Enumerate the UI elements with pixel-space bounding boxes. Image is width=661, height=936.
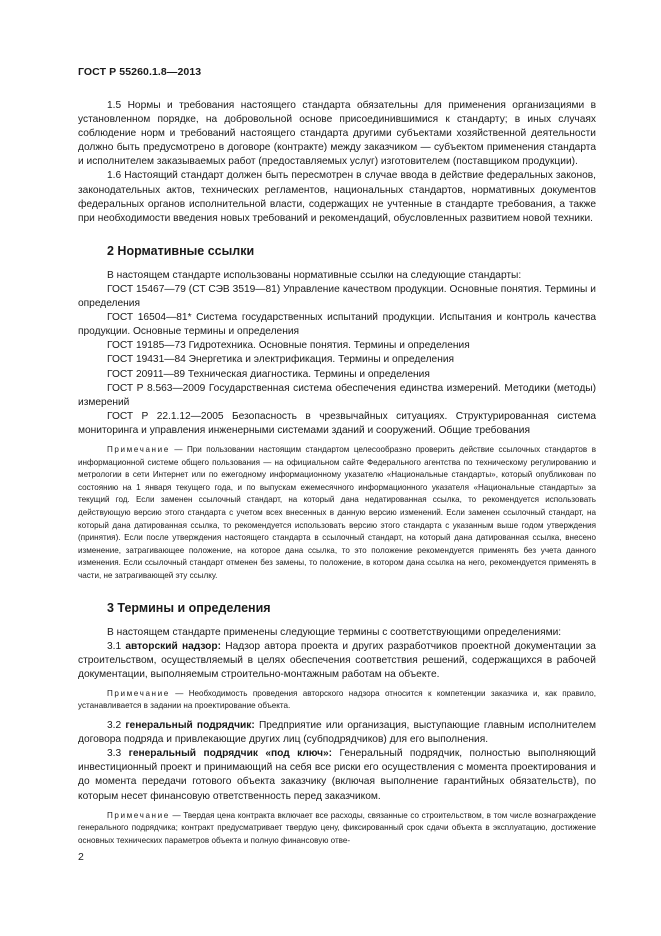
document-header: ГОСТ Р 55260.1.8—2013 [78,66,202,78]
term-3-3-note [78,810,596,848]
section-3-intro: В настоящем стандарте применены следующие термины с соответствующими определениями: [107,626,562,638]
term-name: генеральный подрядчик «под ключ»: [128,748,333,760]
section-2-heading: 2 Нормативные ссылки [107,243,255,258]
reference-item: ГОСТ Р 8.563—2009 Государственная система обеспечения единства измерений. Методики (методы) измерений [78,382,596,408]
section-3-heading: 3 Термины и определения [107,600,271,615]
term-3-1 [78,640,596,682]
reference-item: ГОСТ Р 22.1.12—2005 Безопасность в чрезвычайных ситуациях. Структурированная система мониторинга и управления инженерными системами зданий и сооружений. Общие требования [78,410,596,436]
term-name: авторский надзор: [125,640,222,652]
note-text: — При пользовании настоящим стандартом целесообразно проверить действие ссылочных стандартов в информационной системе общего пользования — на официальном сайте Федерального агентства по техническому регулированию и метрологии в сети Интернет или по ежегодному информационному указателю «Национальные стандарты», который опубликован по состоянию на 1 января текущего года, и по выпускам ежемесячного информационного указателя «Национальные стандарты» за текущий год. Если заменен ссылочный стандарт, на который дана недатированная ссылка, то рекомендуется использовать действующую версию этого стандарта с учетом всех внесенных в данную версию изменений. Если заменен ссылочный стандарт, на который дана датированная ссылка, то рекомендуется использовать версию этого стандарта с указанным выше годом утверждения (принятия). Если после утверждения настоящего стандарта в ссылочный стандарт, на который дана датированная ссылка, внесено изменение, затрагивающее положение, на которое дана ссылка, то это положение рекомендуется применять без учета данного изменения. Если ссылочный стандарт отменен без замены, то положение, в котором дана ссылка на него, рекомендуется применять в части, не затрагивающей эту ссылку. [78,444,596,580]
reference-item: ГОСТ 16504—81* Система государственных испытаний продукции. Испытания и контроль качества продукции. Основные термины и определения [78,312,596,338]
term-number: 3.3 [107,748,122,760]
note-text: — Необходимость проведения авторского надзора относится к компетенции заказчика и, как правило, устанавливается в задании на проектирование объекта. [78,688,596,711]
term-definition: Надзор автора проекта и других разработчиков проектной документации за строительством, осуществляемый в целях обеспечения соответствия решений, содержащихся в рабочей документации, выполняемым строительно-монтажным работам на объекте. [78,640,596,680]
page-number: 2 [78,851,84,863]
reference-item: ГОСТ 19431—84 Энергетика и электрификация. Термины и определения [107,354,455,366]
note-label: Примечание [107,810,170,820]
note-text: — Твердая цена контракта включает все расходы, связанные со строительством, в том числе вознаграждение генерального подрядчика; контракт предусматривает твердую цену, фиксированный срок сдачи объекта в эксплуатацию, достижение основных технических параметров объекта и полную финансовую отве- [78,810,596,845]
note-label: Примечание [107,444,170,454]
section-2-intro: В настоящем стандарте использованы нормативные ссылки на следующие стандарты: [107,269,522,281]
term-definition: Генеральный подрядчик, полностью выполняющий инвестиционный проект и принимающий на себя все риски его осуществления с момента проектирования и до момента передачи готового объекта заказчику (включая выполнение гарантийных обязательств), по которым несет финансовую ответственность перед заказчиком. [78,748,596,802]
term-3-1-note [78,688,596,713]
term-number: 3.1 [107,640,122,652]
term-3-2 [78,719,596,747]
section-2-note [78,444,596,583]
term-name: генеральный подрядчик: [125,720,255,732]
term-3-3 [78,747,596,803]
reference-item: ГОСТ 15467—79 (СТ СЭВ 3519—81) Управление качеством продукции. Основные понятия. Термины и определения [78,283,596,310]
clause-1-5: 1.5 Нормы и требования настоящего стандарта обязательны для применения организациями в установленном порядке, на добровольной основе присоединившимися к стандарту; в иных случаях соблюдение норм и требований настоящего стандарта другими субъектами хозяйственной деятельности должно быть предусмотрено в договоре (контракте) между заказчиком — субъектом применения стандарта и исполнителем заказываемых работ (предоставляемых услуг) изготовителем (поставщиком продукции). [78,100,596,168]
reference-item: ГОСТ 19185—73 Гидротехника. Основные понятия. Термины и определения [107,340,470,352]
reference-item: ГОСТ 20911—89 Техническая диагностика. Термины и определения [107,368,430,380]
clause-1-6: 1.6 Настоящий стандарт должен быть пересмотрен в случае ввода в действие федеральных законов, законодательных актов, технических регламентов, национальных стандартов, нормативных документов федеральных органов исполнительной власти, содержащих не учтенные в стандарте требования, а также при необходимости введения новых требований и рекомендаций, обусловленных развитием новой техники. [78,170,596,224]
note-label: Примечание [107,688,170,698]
document-body [78,99,596,847]
term-definition: Предприятие или организация, выступающие главным исполнителем договора подряда и привлекающие других лиц (субподрядчиков) для его выполнения. [78,720,596,746]
term-number: 3.2 [107,720,122,732]
